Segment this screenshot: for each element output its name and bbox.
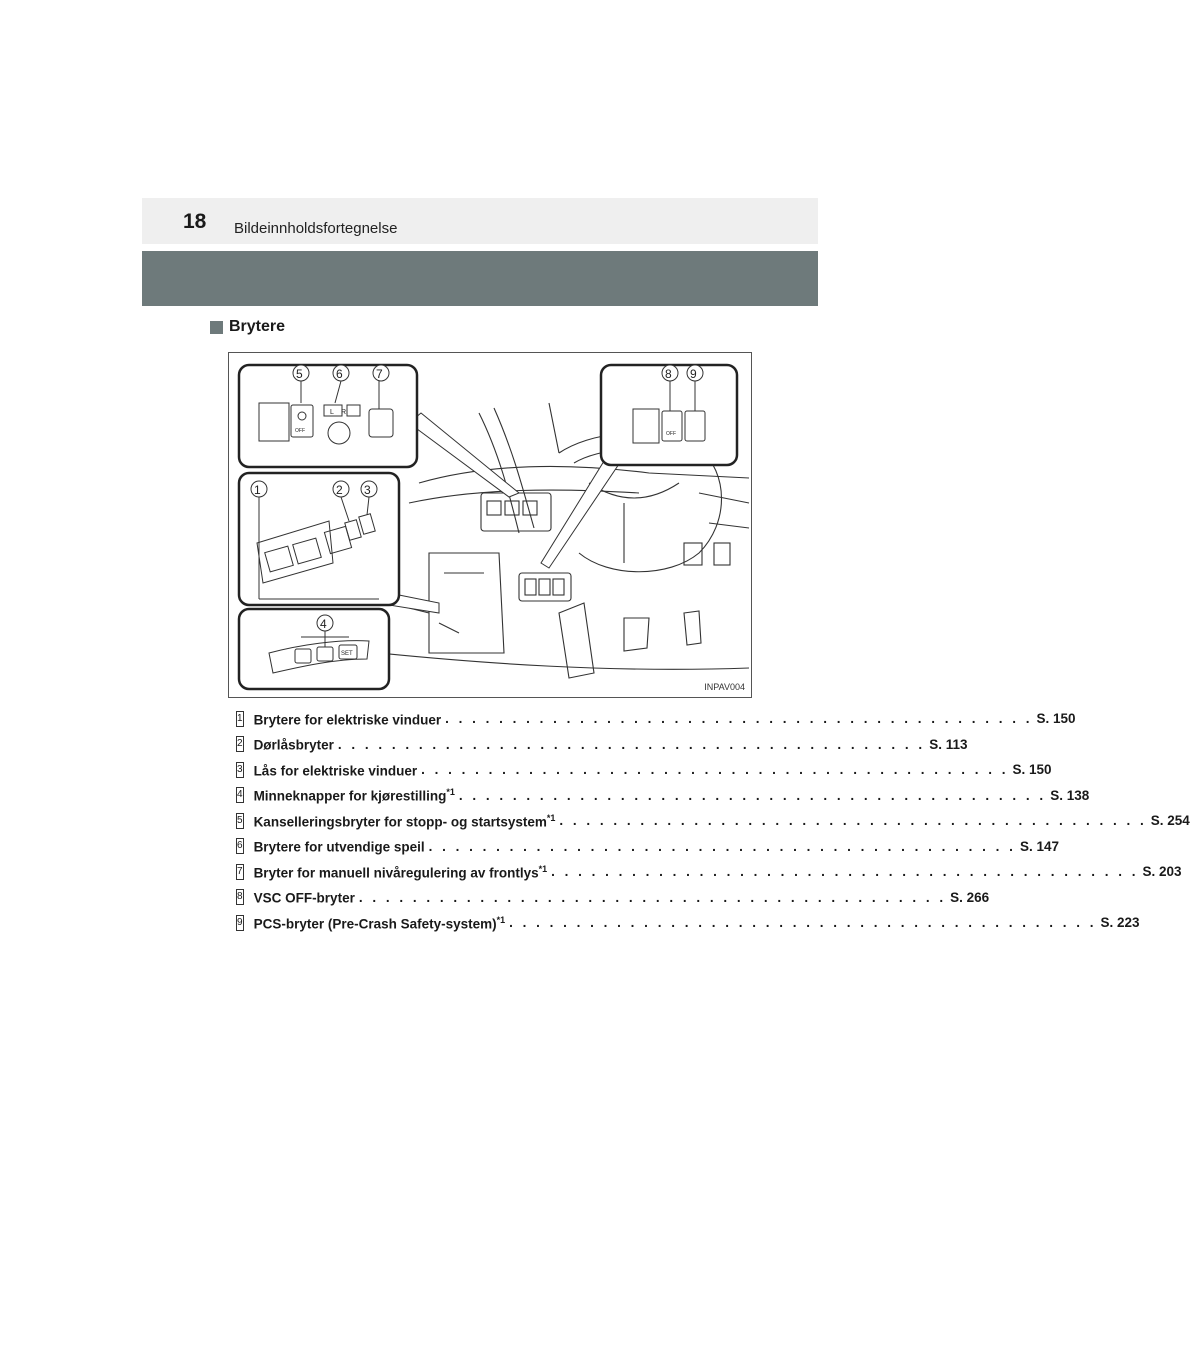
legend-label: Dørlåsbryter (253, 737, 334, 753)
page-reference[interactable]: S. 266 (950, 889, 990, 905)
callout-8: 8 (665, 367, 672, 381)
left-label: L (330, 409, 334, 416)
page-reference[interactable]: S. 147 (1019, 838, 1059, 854)
legend-number: 3 (236, 762, 244, 778)
leader-dots: . . . . . . . . . . . . . . . . . . . . . . . . . . . . . . . . . . . . . . . . . . . . (551, 864, 1139, 880)
page-reference[interactable]: S. 138 (1050, 787, 1090, 803)
leader-dots: . . . . . . . . . . . . . . . . . . . . . . . . . . . . . . . . . . . . . . . . . . . . (458, 787, 1047, 803)
section-square-icon (210, 321, 223, 334)
legend-label: Brytere for elektriske vinduer (253, 712, 442, 727)
legend-item (236, 859, 1182, 885)
section-title: Brytere (229, 318, 286, 335)
inset-window-switches (239, 473, 399, 605)
switches-illustration (228, 352, 752, 698)
callout-5: 5 (296, 367, 303, 381)
leader-dots: . . . . . . . . . . . . . . . . . . . . . . . . . . . . . . . . . . . . . . . . . . . . (337, 736, 926, 752)
page-reference[interactable]: S. 150 (1036, 711, 1076, 727)
legend-number: 9 (236, 915, 244, 931)
legend-item (236, 757, 1052, 783)
legend-item (236, 783, 1090, 809)
header-title: Bildeinnholdsfortegnelse (234, 220, 398, 237)
legend-item (236, 732, 968, 758)
off-label: OFF (295, 428, 305, 434)
legend-number: 8 (236, 889, 244, 905)
legend-item (236, 885, 990, 911)
leader-dots: . . . . . . . . . . . . . . . . . . . . . . . . . . . . . . . . . . . . . . . . . . . . (445, 711, 1033, 727)
page-number: 18 (183, 210, 207, 233)
illustration-drawing (229, 353, 751, 697)
legend-label: Lås for elektriske vinduer (253, 763, 418, 778)
inset-memory-buttons (239, 609, 389, 689)
legend-number: 5 (236, 813, 244, 829)
legend-number: 1 (236, 711, 244, 727)
vsc-off-label: OFF (666, 431, 676, 437)
set-label: SET (341, 651, 353, 657)
legend-label: Bryter for manuell nivåregulering av frontlys$^{*1}$ (253, 863, 548, 880)
callout-2: 2 (336, 483, 343, 497)
legend-number: 6 (236, 838, 244, 854)
legend-label: Brytere for utvendige speil (253, 839, 425, 855)
callout-3: 3 (364, 483, 371, 497)
legend-list (236, 706, 1190, 936)
legend-number: 7 (236, 864, 244, 880)
section-heading (210, 315, 285, 339)
leader-dots: . . . . . . . . . . . . . . . . . . . . . . . . . . . . . . . . . . . . . . . . . . . . (559, 813, 1147, 829)
legend-number: 4 (236, 787, 244, 803)
legend-label: Minneknapper for kjørestilling$^{*1}$ (253, 787, 455, 804)
legend-item (236, 910, 1140, 936)
leader-dots: . . . . . . . . . . . . . . . . . . . . . . . . . . . . . . . . . . . . . . . . . . . . (509, 915, 1097, 931)
legend-item (236, 834, 1059, 860)
legend-label: VSC OFF-bryter (253, 890, 355, 906)
leader-dots: . . . . . . . . . . . . . . . . . . . . . . . . . . . . . . . . . . . . . . . . . . . . (421, 762, 1009, 778)
callout-6: 6 (336, 367, 343, 381)
callout-4: 4 (320, 617, 327, 631)
legend-label: Kanselleringsbryter for stopp- og startsystem$^{*1}$ (253, 812, 556, 829)
legend-label: PCS-bryter (Pre-Crash Safety-system)$^{*1}$ (253, 914, 506, 931)
figure-code: INPAV004 (704, 682, 745, 692)
callout-7: 7 (376, 367, 383, 381)
page-reference[interactable]: S. 150 (1012, 762, 1052, 778)
page-reference[interactable]: S. 254 (1150, 813, 1190, 829)
inset-mirror-switches (239, 365, 417, 467)
page-reference[interactable]: S. 113 (929, 736, 968, 752)
leader-dots: . . . . . . . . . . . . . . . . . . . . . . . . . . . . . . . . . . . . . . . . . . . . (428, 838, 1016, 854)
callout-1: 1 (254, 483, 261, 497)
callout-9: 9 (690, 367, 697, 381)
legend-item (236, 706, 1076, 732)
legend-number: 2 (236, 736, 244, 752)
right-label: R (341, 409, 347, 416)
page-reference[interactable]: S. 223 (1100, 915, 1140, 931)
page-reference[interactable]: S. 203 (1142, 864, 1182, 880)
legend-item (236, 808, 1190, 834)
header-band (142, 251, 818, 306)
leader-dots: . . . . . . . . . . . . . . . . . . . . . . . . . . . . . . . . . . . . . . . . . . . . (358, 889, 947, 905)
inset-vsc-pcs-switches (601, 365, 737, 465)
